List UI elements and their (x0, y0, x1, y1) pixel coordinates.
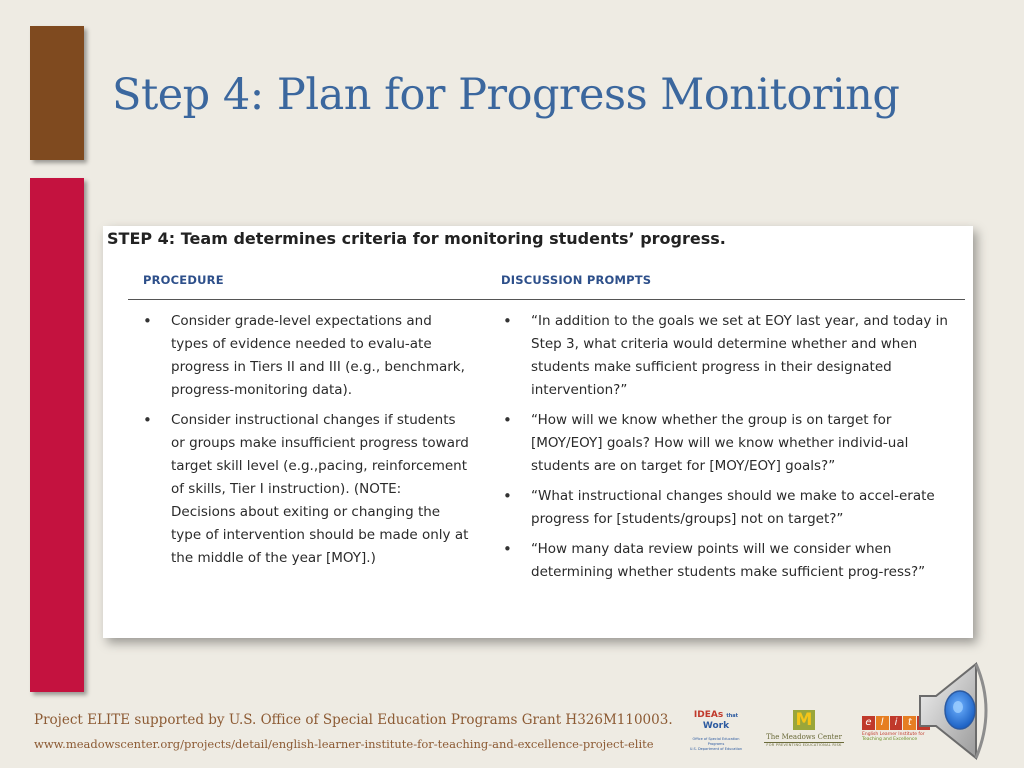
elite-letter: e (862, 716, 875, 730)
discussion-item: • “In addition to the goals we set at EOY last year, and today in Step 3, what criteria would determine whether and when students make sufficient progress in their designated intervention?” (499, 310, 959, 402)
speaker-icon[interactable] (916, 658, 998, 764)
procedure-item: • Consider instructional changes if students or groups make insufficient progress toward target skill level (e.g.,pacing, reinforcement of skills, Tier I instruction). (NOTE: Decisions about exiting or changing the type of intervention should be made only at the middle of the year [MOY].) (139, 409, 469, 570)
ideas-logo-connector: that (726, 713, 739, 719)
ideas-logo-subtext (688, 737, 744, 752)
ideas-logo-sub1: Office of Special Education Programs (692, 737, 740, 746)
meadows-logo-mark: M (793, 710, 815, 730)
table-heading: STEP 4: Team determines criteria for monitoring students’ progress. (107, 229, 726, 248)
elite-letter: t (903, 716, 916, 730)
header-divider (128, 299, 965, 300)
discussion-item: • “How many data review points will we consider when determining whether students make sufficient prog-ress?” (499, 538, 959, 584)
ideas-logo-word2: Work (702, 721, 730, 731)
discussion-item: • “What instructional changes should we make to accel-erate progress for [students/groups] not on target?” (499, 485, 959, 531)
elite-letter: i (890, 716, 903, 730)
elite-letter: l (876, 716, 889, 730)
elite-logo-line1: English Learner Institute for (862, 732, 925, 737)
meadows-logo-tagline: FOR PREVENTING EDUCATIONAL RISK (766, 743, 842, 747)
discussion-item: • “How will we know whether the group is on target for [MOY/EOY] goals? How will we know whether individ-ual students are on target for [MOY/EOY] goals?” (499, 409, 959, 478)
procedure-item: • Consider grade-level expectations and types of evidence needed to evalu-ate progress in Tiers II and III (e.g., benchmark, progress-monitoring data). (139, 310, 469, 402)
procedure-column-header: PROCEDURE (143, 273, 224, 287)
ideas-logo-sub2: U.S. Department of Education (689, 747, 743, 751)
meadows-logo-name: The Meadows Center (764, 733, 844, 743)
footer-grant-text: Project ELITE supported by U.S. Office of Special Education Programs Grant H326M110003. (34, 712, 673, 728)
ideas-logo-wordmark (688, 710, 744, 731)
ideas-that-work-logo (688, 710, 744, 750)
footer-url[interactable]: www.meadowscenter.org/projects/detail/english-learner-institute-for-teaching-and-excellence-project-elite (34, 737, 654, 751)
discussion-list (499, 310, 959, 591)
meadows-center-logo (764, 710, 844, 748)
accent-bar-brown (30, 26, 84, 160)
ideas-logo-word1: IDEAs (693, 710, 724, 720)
accent-bar-red (30, 178, 84, 692)
slide-title: Step 4: Plan for Progress Monitoring (112, 70, 900, 120)
step4-table-image (103, 226, 973, 638)
procedure-list (139, 310, 469, 577)
elite-logo-line2: Teaching and Excellence (862, 737, 918, 742)
discussion-column-header: DISCUSSION PROMPTS (501, 273, 652, 287)
